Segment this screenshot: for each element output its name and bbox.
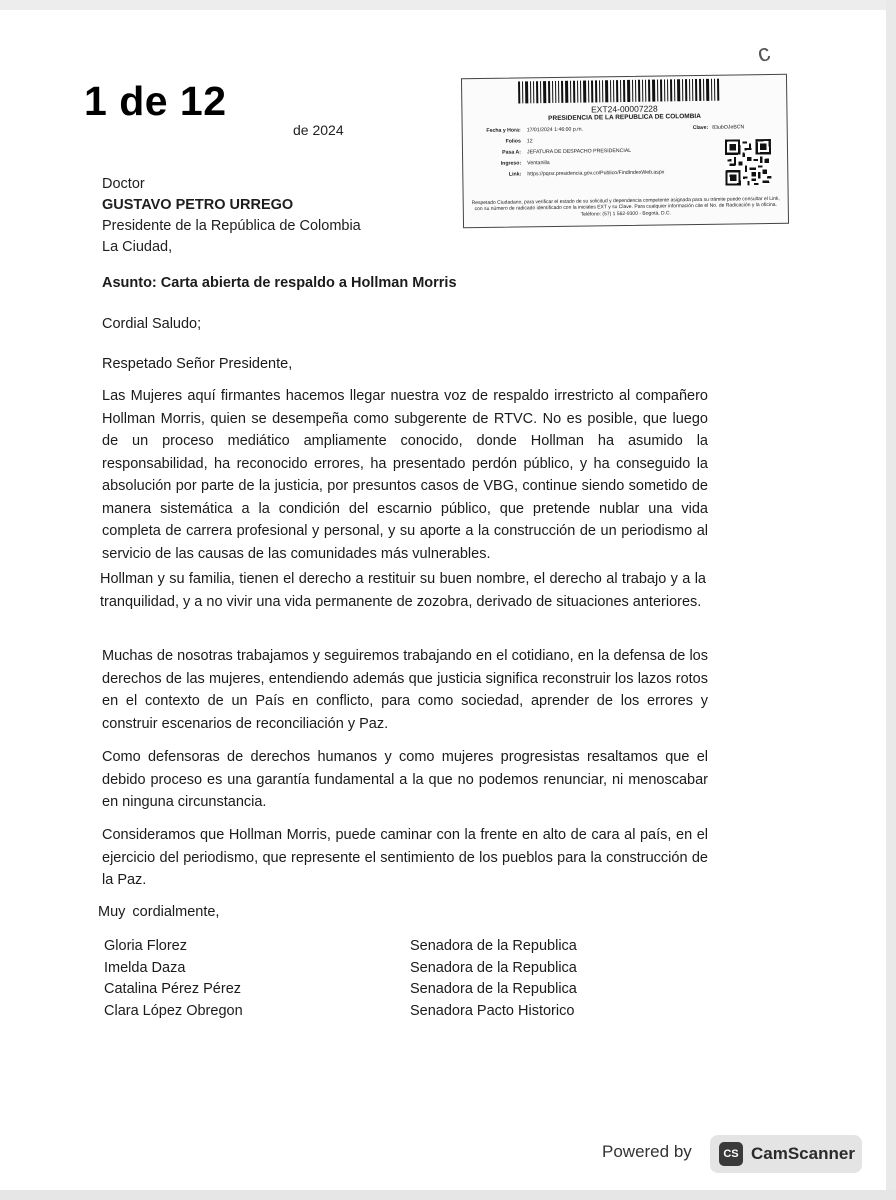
barcode-bar <box>558 81 559 103</box>
camscanner-badge <box>710 1135 862 1173</box>
barcode-bar <box>588 80 589 102</box>
body-paragraph: Consideramos que Hollman Morris, puede caminar con la frente en alto de cara al país, en el ejercicio del periodismo, que represente el sentimiento de los pueblos para la construcción de la Paz. <box>102 827 708 888</box>
barcode-bar <box>685 79 687 101</box>
barcode-bar <box>623 80 625 102</box>
barcode-bar <box>635 80 636 102</box>
signatory-name: Clara López Obregon <box>104 1002 243 1019</box>
stamp-note: Respetado Ciudadano, para verificar el estado de su solicitud y dependencia competente asignada para su trámite puede consultar el Link, con su número de radicado identificado con la iniciales EXT y su Clave. Para cualquier información cite el No. de Radicación y la oficina. Teléfono: (57) 1 562-9300 - Bogotá, D.C. <box>471 195 780 218</box>
recipient-name: GUSTAVO PETRO URREGO <box>102 197 294 213</box>
signatory-row <box>104 936 577 958</box>
barcode-bar <box>714 79 715 101</box>
barcode-bar <box>645 80 646 102</box>
stamp-row-key: Pasa A: <box>502 149 522 156</box>
stamp-row-value: https://pqrsr.presidencia.gov.co/Publico/FindIndexWeb.aspx <box>527 169 665 178</box>
signatory-role: Senadora Pacto Historico <box>410 1002 575 1019</box>
barcode-bar <box>540 81 541 103</box>
page-number-label: 1 de 12 <box>84 78 227 124</box>
barcode-bar <box>711 79 712 101</box>
barcode-bar <box>638 80 640 102</box>
barcode-bar <box>648 80 650 102</box>
stamp-row-value: 12 <box>526 138 533 145</box>
barcode-bar <box>703 79 704 101</box>
barcode-bar <box>706 79 709 101</box>
stamp-row-key: Folios <box>505 138 521 145</box>
stamp-row-value: 17/01/2024 1:46:00 p.m. <box>526 126 583 134</box>
body-paragraph: Muchas de nosotras trabajamos y seguiremos trabajando en el cotidiano, en la defensa de los derechos de las mujeres, entendiendo además que justicia significa reconstruir los lazos rotos en el contexto de un País en conflicto, para como sociedad, aprender de los errores y construir escenarios de reconciliación y Paz. <box>102 648 708 732</box>
qr-code-icon <box>725 139 772 186</box>
body-paragraph: Hollman y su familia, tienen el derecho a restituir su buen nombre, el derecho al trabajo y a la tranquilidad, y a no vivir una vida permanente de zozobra, derivado de situaciones anteriores. <box>100 571 706 610</box>
scan-border-top <box>0 0 896 10</box>
stamp-clave-value: 83ubOJeBCN <box>712 124 745 131</box>
stamp-clave-label: Clave: <box>692 124 709 132</box>
signatory-name: Imelda Daza <box>104 959 186 976</box>
stamp-row-value: Ventanilla <box>527 160 550 167</box>
stamp-row-value: JEFATURA DE DESPACHO PRESIDENCIAL <box>526 147 632 156</box>
scan-border-bottom <box>0 1190 896 1200</box>
barcode-bar <box>561 81 563 103</box>
scan-border-right <box>886 0 896 1200</box>
letter-subject: Asunto: Carta abierta de respaldo a Hollman Morris <box>102 275 457 291</box>
stamp-radicado-code: EXT24-00007228 <box>591 103 658 115</box>
barcode-bar <box>717 79 719 101</box>
barcode-bar <box>632 80 633 102</box>
barcode-bar <box>674 79 675 101</box>
greeting: Cordial Saludo; <box>102 316 202 332</box>
barcode-bar <box>565 81 568 103</box>
barcode-bar <box>616 80 618 102</box>
handwritten-mark: c <box>754 38 774 69</box>
letter-date: de 2024 <box>293 122 344 138</box>
barcode-bar <box>660 79 662 101</box>
barcode-bar <box>595 80 597 102</box>
stamp-row-link <box>467 169 664 178</box>
signatory-row <box>104 958 577 980</box>
stamp-organization: PRESIDENCIA DE LA REPUBLICA DE COLOMBIA <box>548 112 701 123</box>
powered-by-label: Powered by <box>602 1142 692 1161</box>
signatory-role: Senadora de la Republica <box>410 959 577 976</box>
barcode-bar <box>580 81 581 103</box>
barcode-bar <box>667 79 668 101</box>
camscanner-brand: CamScanner <box>751 1144 855 1163</box>
signatory-name: Catalina Pérez Pérez <box>104 981 242 997</box>
barcode-bar <box>657 80 658 102</box>
stamp-row-key: Fecha y Hora: <box>486 127 521 134</box>
barcode-bar <box>699 79 701 101</box>
recipient-salutation: Doctor <box>102 176 145 192</box>
barcode-bar <box>620 80 621 102</box>
stamp-row-key: Ingreso: <box>500 160 522 167</box>
barcode-bar <box>602 80 603 102</box>
barcode-bar <box>591 80 593 102</box>
barcode-bar <box>577 81 578 103</box>
barcode-bar <box>533 81 534 103</box>
barcode-bar <box>536 81 538 103</box>
barcode-bar <box>627 80 630 102</box>
barcode-bar <box>695 79 697 101</box>
barcode-bar <box>642 80 643 102</box>
barcode-bar <box>570 81 571 103</box>
barcode-bar <box>664 79 665 101</box>
stamp-row-ingreso <box>467 160 550 167</box>
stamp-row-key: Link: <box>508 171 522 178</box>
recipient-title: Presidente de la República de Colombia <box>102 218 361 234</box>
signatory-row <box>104 1001 577 1023</box>
barcode-bar <box>543 81 546 103</box>
recipient-city: La Ciudad, <box>102 239 173 255</box>
barcode-bar <box>583 81 586 103</box>
barcode-bar <box>552 81 553 103</box>
barcode-bar <box>518 81 520 103</box>
barcode-bar <box>692 79 693 101</box>
barcode <box>518 79 728 104</box>
barcode-bar <box>555 81 556 103</box>
barcode-bar <box>548 81 550 103</box>
barcode-bar <box>682 79 683 101</box>
signatories-list <box>104 936 577 1022</box>
greeting-formal: Respetado Señor Presidente, <box>102 356 293 372</box>
stamp-clave <box>693 124 745 131</box>
barcode-bar <box>605 80 608 102</box>
barcode-bar <box>525 81 528 103</box>
barcode-bar <box>652 80 655 102</box>
barcode-bar <box>670 79 672 101</box>
signatory-role: Senadora de la Republica <box>410 938 577 954</box>
signatory-row <box>104 979 577 1001</box>
barcode-bar <box>689 79 690 101</box>
closing-line: Muy cordialmente, <box>98 904 220 920</box>
camscanner-logo-icon: CS <box>719 1142 743 1166</box>
barcode-bar <box>530 81 531 103</box>
registration-stamp <box>461 74 789 229</box>
signatory-name: Gloria Florez <box>104 938 187 954</box>
signatory-role: Senadora de la Republica <box>410 981 577 997</box>
barcode-bar <box>522 81 523 103</box>
barcode-bar <box>677 79 680 101</box>
body-paragraph: Como defensoras de derechos humanos y como mujeres progresistas resaltamos que el debido proceso es una garantía fundamental a la que no podemos renunciar, ni menoscabar en ninguna circunstancia. <box>102 749 708 810</box>
stamp-row-folios <box>467 138 533 145</box>
body-paragraph: Las Mujeres aquí firmantes hacemos llegar nuestra voz de respaldo irrestricto al compañero Hollman Morris, quien se desempeña como subgerente de RTVC. No es posible, que luego de un proceso mediático ampliamente conocido, donde Hollman ha asumido la responsabilidad, ha reconocido errores, ha presentado perdón público, y ha conseguido la absolución por parte de la justicia, por presuntos casos de VBG, continue siendo sometido de manera sistemática a la condición del escarnio público, que pretende nublar una vida completa de carrera profesional y personal, y su aporte a la construcción de un periodismo al servicio de las causas de las comunidades más vulnerables. <box>102 388 708 562</box>
barcode-bar <box>613 80 614 102</box>
barcode-bar <box>573 81 575 103</box>
barcode-bar <box>610 80 611 102</box>
stamp-row-pasa <box>467 148 631 156</box>
barcode-bar <box>599 80 600 102</box>
stamp-row-fecha <box>467 127 583 135</box>
recipient-address <box>102 174 361 258</box>
